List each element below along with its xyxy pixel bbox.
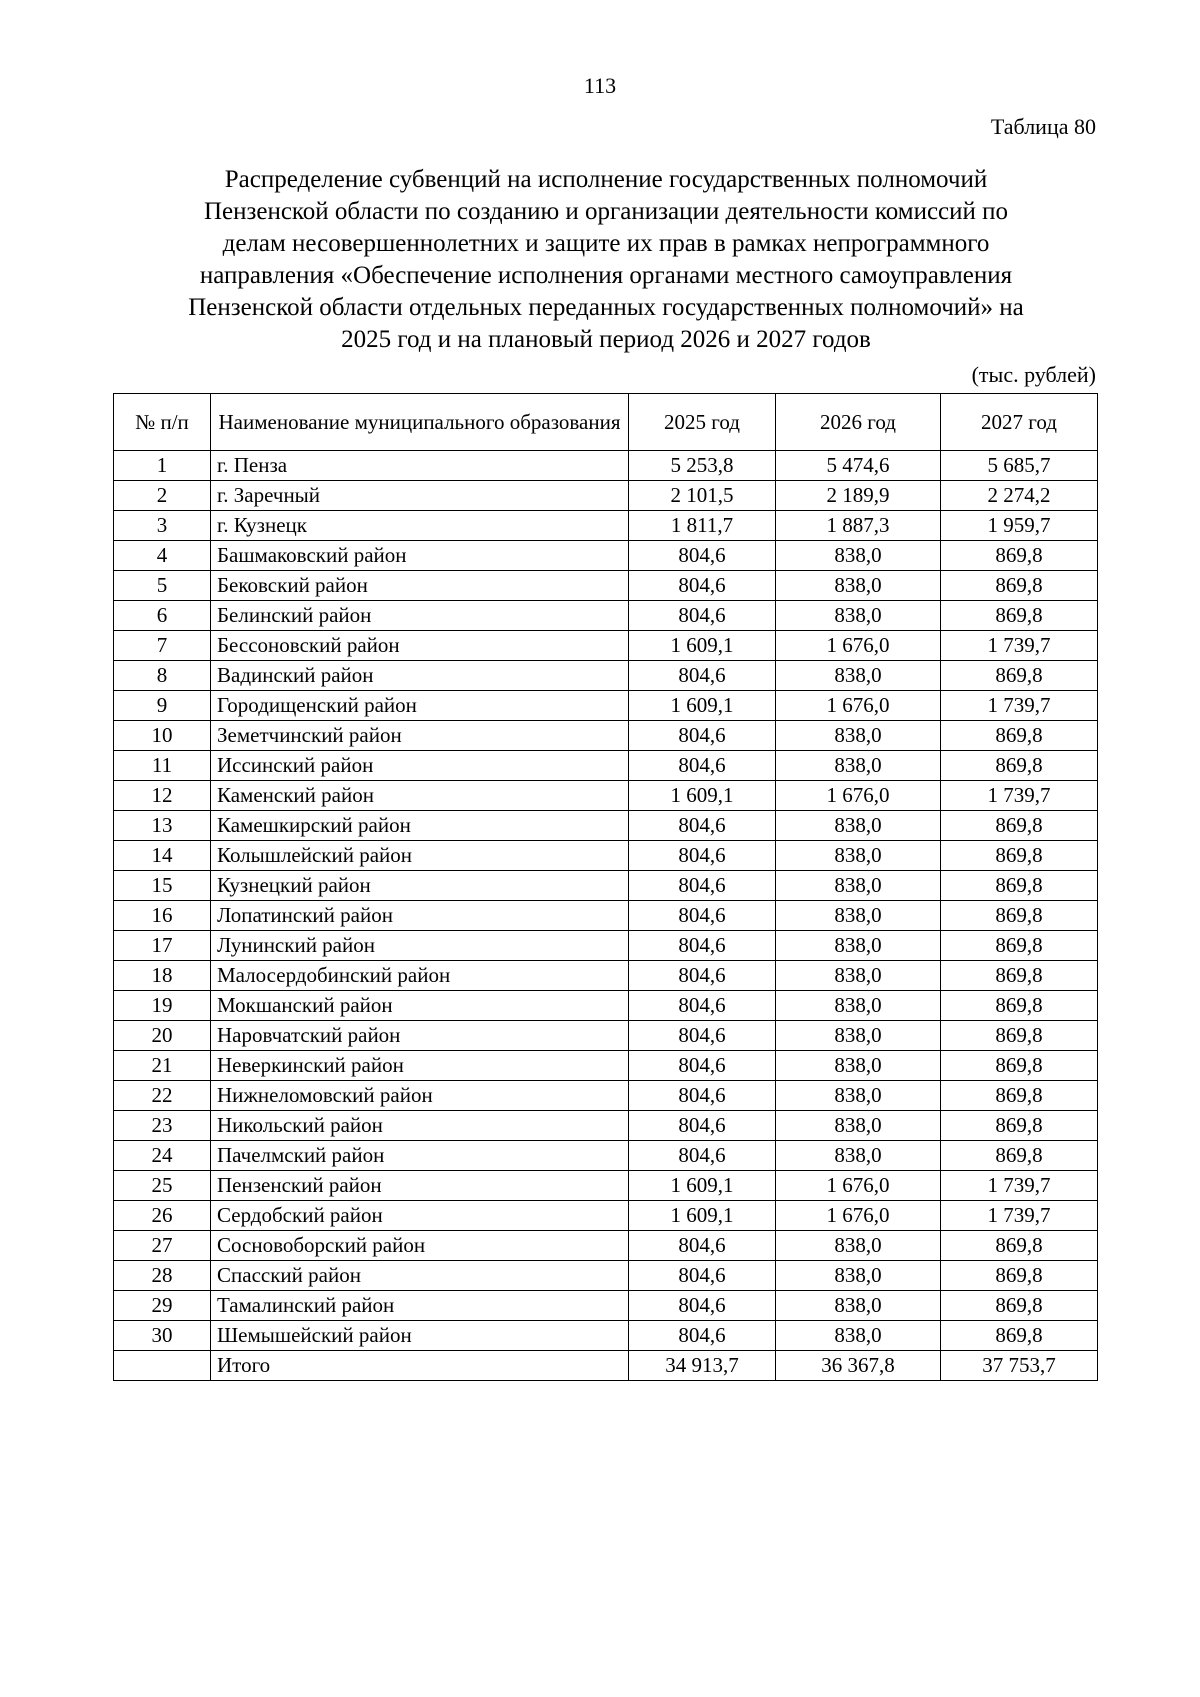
municipality-name: Бессоновский район [211, 631, 629, 661]
value-2025: 5 253,8 [629, 451, 776, 481]
value-2027: 869,8 [941, 961, 1098, 991]
document-title [110, 164, 1102, 356]
row-number: 25 [114, 1171, 211, 1201]
table-body [114, 451, 1098, 1381]
value-2026: 838,0 [776, 721, 941, 751]
row-number: 1 [114, 451, 211, 481]
row-number: 19 [114, 991, 211, 1021]
title-line: Пензенской области по созданию и организации деятельности комиссий по [203, 198, 1009, 225]
table-row [114, 1171, 1098, 1201]
value-2027: 869,8 [941, 601, 1098, 631]
header-2025: 2025 год [629, 394, 776, 451]
table-row [114, 1321, 1098, 1351]
value-2026: 838,0 [776, 1021, 941, 1051]
table-row [114, 721, 1098, 751]
municipality-name: Сердобский район [211, 1201, 629, 1231]
row-number: 15 [114, 871, 211, 901]
value-2026: 1 676,0 [776, 631, 941, 661]
table-row [114, 1021, 1098, 1051]
table-row [114, 451, 1098, 481]
value-2025: 1 609,1 [629, 1171, 776, 1201]
row-number: 17 [114, 931, 211, 961]
row-number: 21 [114, 1051, 211, 1081]
value-2027: 37 753,7 [941, 1351, 1098, 1381]
table-row [114, 1081, 1098, 1111]
value-2025: 804,6 [629, 841, 776, 871]
value-2026: 1 676,0 [776, 691, 941, 721]
table-row [114, 1231, 1098, 1261]
municipality-name: г. Пенза [211, 451, 629, 481]
value-2027: 1 739,7 [941, 781, 1098, 811]
municipality-name: Колышлейский район [211, 841, 629, 871]
value-2025: 804,6 [629, 541, 776, 571]
municipality-name: Шемышейский район [211, 1321, 629, 1351]
value-2027: 869,8 [941, 1291, 1098, 1321]
value-2026: 1 676,0 [776, 1171, 941, 1201]
row-number: 6 [114, 601, 211, 631]
value-2026: 838,0 [776, 1141, 941, 1171]
row-number: 2 [114, 481, 211, 511]
value-2026: 838,0 [776, 661, 941, 691]
municipality-name: Итого [211, 1351, 629, 1381]
value-2025: 804,6 [629, 1231, 776, 1261]
municipality-name: Неверкинский район [211, 1051, 629, 1081]
value-2026: 838,0 [776, 871, 941, 901]
row-number: 5 [114, 571, 211, 601]
row-number: 30 [114, 1321, 211, 1351]
value-2027: 869,8 [941, 931, 1098, 961]
row-number: 29 [114, 1291, 211, 1321]
municipality-name: Иссинский район [211, 751, 629, 781]
value-2027: 1 959,7 [941, 511, 1098, 541]
value-2025: 804,6 [629, 961, 776, 991]
value-2026: 838,0 [776, 811, 941, 841]
value-2027: 869,8 [941, 871, 1098, 901]
value-2027: 869,8 [941, 1261, 1098, 1291]
table-row [114, 541, 1098, 571]
municipality-name: Башмаковский район [211, 541, 629, 571]
title-line: делам несовершеннолетних и защите их прав в рамках непрограммного [222, 230, 990, 257]
value-2025: 804,6 [629, 571, 776, 601]
value-2027: 869,8 [941, 1051, 1098, 1081]
value-2026: 838,0 [776, 931, 941, 961]
value-2025: 804,6 [629, 1051, 776, 1081]
row-number: 10 [114, 721, 211, 751]
municipality-name: Лопатинский район [211, 901, 629, 931]
value-2025: 804,6 [629, 811, 776, 841]
table-row [114, 661, 1098, 691]
value-2026: 838,0 [776, 601, 941, 631]
row-number: 9 [114, 691, 211, 721]
page-number: 113 [583, 73, 617, 98]
value-2025: 804,6 [629, 1261, 776, 1291]
municipality-name: Лунинский район [211, 931, 629, 961]
row-number: 27 [114, 1231, 211, 1261]
value-2027: 1 739,7 [941, 691, 1098, 721]
municipality-name: г. Кузнецк [211, 511, 629, 541]
table-row [114, 1261, 1098, 1291]
value-2025: 1 609,1 [629, 781, 776, 811]
table-row [114, 1111, 1098, 1141]
value-2027: 2 274,2 [941, 481, 1098, 511]
value-2026: 1 676,0 [776, 781, 941, 811]
table-row [114, 691, 1098, 721]
municipality-name: Камешкирский район [211, 811, 629, 841]
value-2027: 869,8 [941, 751, 1098, 781]
value-2025: 804,6 [629, 601, 776, 631]
value-2025: 804,6 [629, 661, 776, 691]
value-2027: 869,8 [941, 901, 1098, 931]
value-2026: 838,0 [776, 901, 941, 931]
table-row [114, 481, 1098, 511]
table-row [114, 961, 1098, 991]
value-2026: 838,0 [776, 991, 941, 1021]
value-2026: 1 887,3 [776, 511, 941, 541]
table-row [114, 871, 1098, 901]
value-2026: 838,0 [776, 1321, 941, 1351]
value-2025: 804,6 [629, 1021, 776, 1051]
value-2026: 838,0 [776, 571, 941, 601]
value-2026: 2 189,9 [776, 481, 941, 511]
municipality-name: Пачелмский район [211, 1141, 629, 1171]
row-number: 26 [114, 1201, 211, 1231]
value-2027: 869,8 [941, 721, 1098, 751]
value-2027: 869,8 [941, 571, 1098, 601]
value-2026: 838,0 [776, 1051, 941, 1081]
title-line: 2025 год и на плановый период 2026 и 2027 годов [341, 326, 871, 353]
value-2027: 869,8 [941, 1141, 1098, 1171]
title-line: направления «Обеспечение исполнения органами местного самоуправления [199, 262, 1013, 289]
value-2025: 804,6 [629, 1111, 776, 1141]
row-number: 16 [114, 901, 211, 931]
row-number: 22 [114, 1081, 211, 1111]
value-2026: 838,0 [776, 1231, 941, 1261]
value-2027: 869,8 [941, 1111, 1098, 1141]
row-number: 20 [114, 1021, 211, 1051]
row-number: 23 [114, 1111, 211, 1141]
municipality-name: Малосердобинский район [211, 961, 629, 991]
row-number: 14 [114, 841, 211, 871]
value-2026: 36 367,8 [776, 1351, 941, 1381]
row-number: 24 [114, 1141, 211, 1171]
value-2025: 804,6 [629, 991, 776, 1021]
total-row [114, 1351, 1098, 1381]
municipality-name: Тамалинский район [211, 1291, 629, 1321]
municipality-name: Кузнецкий район [211, 871, 629, 901]
row-number: 18 [114, 961, 211, 991]
row-number: 7 [114, 631, 211, 661]
value-2025: 804,6 [629, 1291, 776, 1321]
value-2025: 1 609,1 [629, 631, 776, 661]
row-number: 28 [114, 1261, 211, 1291]
value-2025: 804,6 [629, 1141, 776, 1171]
table-row [114, 811, 1098, 841]
value-2027: 869,8 [941, 1321, 1098, 1351]
table-row [114, 1201, 1098, 1231]
value-2027: 1 739,7 [941, 1201, 1098, 1231]
value-2027: 869,8 [941, 661, 1098, 691]
subvention-table [113, 393, 1098, 1381]
table-label: Таблица 80 [990, 114, 1096, 139]
value-2027: 869,8 [941, 1081, 1098, 1111]
value-2026: 5 474,6 [776, 451, 941, 481]
value-2027: 1 739,7 [941, 1171, 1098, 1201]
value-2026: 838,0 [776, 541, 941, 571]
value-2025: 804,6 [629, 751, 776, 781]
value-2026: 838,0 [776, 961, 941, 991]
value-2026: 838,0 [776, 1081, 941, 1111]
row-number: 8 [114, 661, 211, 691]
row-number: 4 [114, 541, 211, 571]
title-line: Пензенской области отдельных переданных государственных полномочий» на [188, 294, 1024, 321]
municipality-name: Бековский район [211, 571, 629, 601]
value-2025: 804,6 [629, 871, 776, 901]
value-2025: 1 609,1 [629, 1201, 776, 1231]
table-header-row [114, 394, 1098, 451]
value-2026: 838,0 [776, 1111, 941, 1141]
value-2025: 804,6 [629, 721, 776, 751]
value-2026: 838,0 [776, 841, 941, 871]
title-line: Распределение субвенций на исполнение государственных полномочий [224, 166, 988, 193]
value-2026: 838,0 [776, 1291, 941, 1321]
value-2025: 1 609,1 [629, 691, 776, 721]
value-2027: 869,8 [941, 811, 1098, 841]
municipality-name: Пензенский район [211, 1171, 629, 1201]
value-2026: 838,0 [776, 751, 941, 781]
table-row [114, 751, 1098, 781]
table-row [114, 1291, 1098, 1321]
row-number [114, 1351, 211, 1381]
municipality-name: Сосновоборский район [211, 1231, 629, 1261]
table-row [114, 991, 1098, 1021]
value-2025: 804,6 [629, 931, 776, 961]
municipality-name: Мокшанский район [211, 991, 629, 1021]
value-2027: 1 739,7 [941, 631, 1098, 661]
municipality-name: Белинский район [211, 601, 629, 631]
municipality-name: Никольский район [211, 1111, 629, 1141]
row-number: 3 [114, 511, 211, 541]
table-row [114, 511, 1098, 541]
header-2026: 2026 год [776, 394, 941, 451]
header-number: № п/п [114, 394, 211, 451]
row-number: 12 [114, 781, 211, 811]
value-2027: 5 685,7 [941, 451, 1098, 481]
municipality-name: Спасский район [211, 1261, 629, 1291]
table-row [114, 781, 1098, 811]
value-2025: 804,6 [629, 1081, 776, 1111]
row-number: 11 [114, 751, 211, 781]
value-2025: 804,6 [629, 1321, 776, 1351]
municipality-name: Нижнеломовский район [211, 1081, 629, 1111]
value-2025: 1 811,7 [629, 511, 776, 541]
table-row [114, 1051, 1098, 1081]
table-row [114, 841, 1098, 871]
value-2027: 869,8 [941, 1231, 1098, 1261]
value-2027: 869,8 [941, 541, 1098, 571]
value-2026: 838,0 [776, 1261, 941, 1291]
value-2027: 869,8 [941, 1021, 1098, 1051]
value-2027: 869,8 [941, 991, 1098, 1021]
table-row [114, 931, 1098, 961]
table-row [114, 901, 1098, 931]
table-row [114, 571, 1098, 601]
table-row [114, 1141, 1098, 1171]
table-row [114, 601, 1098, 631]
row-number: 13 [114, 811, 211, 841]
value-2025: 2 101,5 [629, 481, 776, 511]
municipality-name: Земетчинский район [211, 721, 629, 751]
municipality-name: Вадинский район [211, 661, 629, 691]
value-2025: 804,6 [629, 901, 776, 931]
header-municipality: Наименование муниципального образования [211, 394, 629, 451]
value-2025: 34 913,7 [629, 1351, 776, 1381]
municipality-name: Наровчатский район [211, 1021, 629, 1051]
municipality-name: Городищенский район [211, 691, 629, 721]
units-label: (тыс. рублей) [971, 362, 1096, 387]
header-2027: 2027 год [941, 394, 1098, 451]
municipality-name: г. Заречный [211, 481, 629, 511]
table-row [114, 631, 1098, 661]
municipality-name: Каменский район [211, 781, 629, 811]
value-2026: 1 676,0 [776, 1201, 941, 1231]
value-2027: 869,8 [941, 841, 1098, 871]
